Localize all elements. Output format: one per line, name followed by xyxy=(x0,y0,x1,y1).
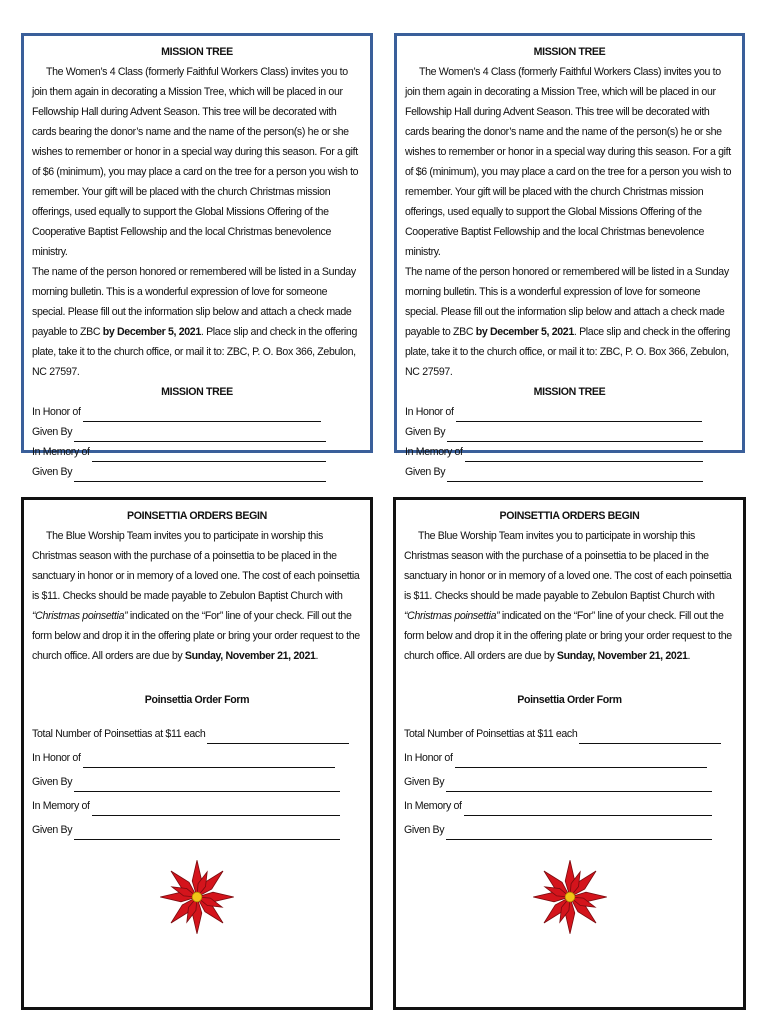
given-by-field[interactable]: Given By xyxy=(32,462,362,482)
poinsettia-paragraph: The Blue Worship Team invites you to participate in worship this Christmas season with the purchase of a poinsettia to be placed in the sanctuary in honor or in memory of a loved one. The cost of each poinsettia is $11. Checks should be made payable to Zebulon Baptist Church with “Christmas poinsettia” indicated on the “For” line of your check. Fill out the form below and drop it in the offering plate or bring your order request to the church office. All orders are due by Sunday, November 21, 2021. xyxy=(404,530,732,662)
poinsettia-card-left xyxy=(21,497,373,1010)
poinsettia-form-fields xyxy=(32,720,362,840)
given-by-field[interactable]: Given By xyxy=(405,462,734,482)
poinsettia-title: POINSETTIA ORDERS BEGIN xyxy=(127,510,267,522)
in-honor-of-field[interactable]: In Honor of xyxy=(32,744,362,768)
mission-tree-card-left xyxy=(21,33,373,478)
in-honor-of-field[interactable]: In Honor of xyxy=(405,402,734,422)
mission-slip-title: MISSION TREE xyxy=(161,386,233,398)
in-memory-of-field[interactable]: In Memory of xyxy=(404,792,735,816)
poinsettia-flower-icon xyxy=(530,857,610,937)
given-by-field[interactable]: Given By xyxy=(32,422,362,442)
poinsettia-card-right xyxy=(393,497,746,1010)
for-note: “Christmas poinsettia” xyxy=(404,610,500,622)
total-poinsettias-field[interactable]: Total Number of Poinsettias at $11 each xyxy=(32,720,362,744)
in-memory-of-field[interactable]: In Memory of xyxy=(32,792,362,816)
poinsettia-paragraph: The Blue Worship Team invites you to participate in worship this Christmas season with the purchase of a poinsettia to be placed in the sanctuary in honor or in memory of a loved one. The cost of each poinsettia is $11. Checks should be made payable to Zebulon Baptist Church with “Christmas poinsettia” indicated on the “For” line of your check. Fill out the form below and drop it in the offering plate or bring your order request to the church office. All orders are due by Sunday, November 21, 2021. xyxy=(32,530,360,662)
mission-deadline: by December 5, 2021 xyxy=(475,326,574,338)
mission-tree-paragraph-1: The Women’s 4 Class (formerly Faithful Workers Class) invites you to join them again in decorating a Mission Tree, which will be placed in our Fellowship Hall during Advent Season. This tree will be decorated with cards bearing the donor’s name and the name of the person(s) he or she wishes to remember or honor in a special way during this season. For a gift of $6 (minimum), you may place a card on the tree for a person you wish to remember. Your gift will be placed with the church Christmas mission offerings, used equally to support the Global Missions Offering of the Cooperative Baptist Fellowship and the local Christmas benevolence ministry. xyxy=(32,66,359,258)
given-by-field[interactable]: Given By xyxy=(32,816,362,840)
poinsettia-deadline: Sunday, November 21, 2021 xyxy=(556,650,688,662)
given-by-field[interactable]: Given By xyxy=(32,768,362,792)
poinsettia-form-fields xyxy=(404,720,735,840)
poinsettia-form-title: Poinsettia Order Form xyxy=(144,694,250,706)
given-by-field[interactable]: Given By xyxy=(405,422,734,442)
in-memory-of-field[interactable]: In Memory of xyxy=(405,442,734,462)
for-note: “Christmas poinsettia” xyxy=(32,610,128,622)
total-poinsettias-field[interactable]: Total Number of Poinsettias at $11 each xyxy=(404,720,735,744)
mission-slip-fields xyxy=(405,402,734,482)
in-honor-of-field[interactable]: In Honor of xyxy=(404,744,735,768)
in-memory-of-field[interactable]: In Memory of xyxy=(32,442,362,462)
given-by-field[interactable]: Given By xyxy=(404,768,735,792)
mission-tree-paragraph-2: The name of the person honored or remembered will be listed in a Sunday morning bulletin. This is a wonderful expression of love for someone special. Please fill out the information slip below and attach a check made payable to ZBC by December 5, 2021. Place slip and check in the offering plate, take it to the church office, or mail it to: ZBC, P. O. Box 366, Zebulon, NC 27597. xyxy=(32,266,358,378)
mission-deadline: by December 5, 2021 xyxy=(102,326,201,338)
given-by-field[interactable]: Given By xyxy=(404,816,735,840)
mission-slip-title: MISSION TREE xyxy=(533,386,606,398)
mission-tree-title: MISSION TREE xyxy=(533,46,606,58)
mission-tree-paragraph-2: The name of the person honored or remembered will be listed in a Sunday morning bulletin. This is a wonderful expression of love for someone special. Please fill out the information slip below and attach a check made payable to ZBC by December 5, 2021. Place slip and check in the offering plate, take it to the church office, or mail it to: ZBC, P. O. Box 366, Zebulon, NC 27597. xyxy=(405,266,731,378)
mission-tree-card-right xyxy=(394,33,745,478)
mission-tree-paragraph-1: The Women’s 4 Class (formerly Faithful Workers Class) invites you to join them again in decorating a Mission Tree, which will be placed in our Fellowship Hall during Advent Season. This tree will be decorated with cards bearing the donor’s name and the name of the person(s) he or she wishes to remember or honor in a special way during this season. For a gift of $6 (minimum), you may place a card on the tree for a person you wish to remember. Your gift will be placed with the church Christmas mission offerings, used equally to support the Global Missions Offering of the Cooperative Baptist Fellowship and the local Christmas benevolence ministry. xyxy=(405,66,732,258)
mission-slip-fields xyxy=(32,402,362,482)
poinsettia-title: POINSETTIA ORDERS BEGIN xyxy=(499,510,640,522)
in-honor-of-field[interactable]: In Honor of xyxy=(32,402,362,422)
poinsettia-deadline: Sunday, November 21, 2021 xyxy=(184,650,316,662)
mission-tree-title: MISSION TREE xyxy=(161,46,233,58)
poinsettia-flower-icon xyxy=(157,857,237,937)
poinsettia-form-title: Poinsettia Order Form xyxy=(517,694,622,706)
